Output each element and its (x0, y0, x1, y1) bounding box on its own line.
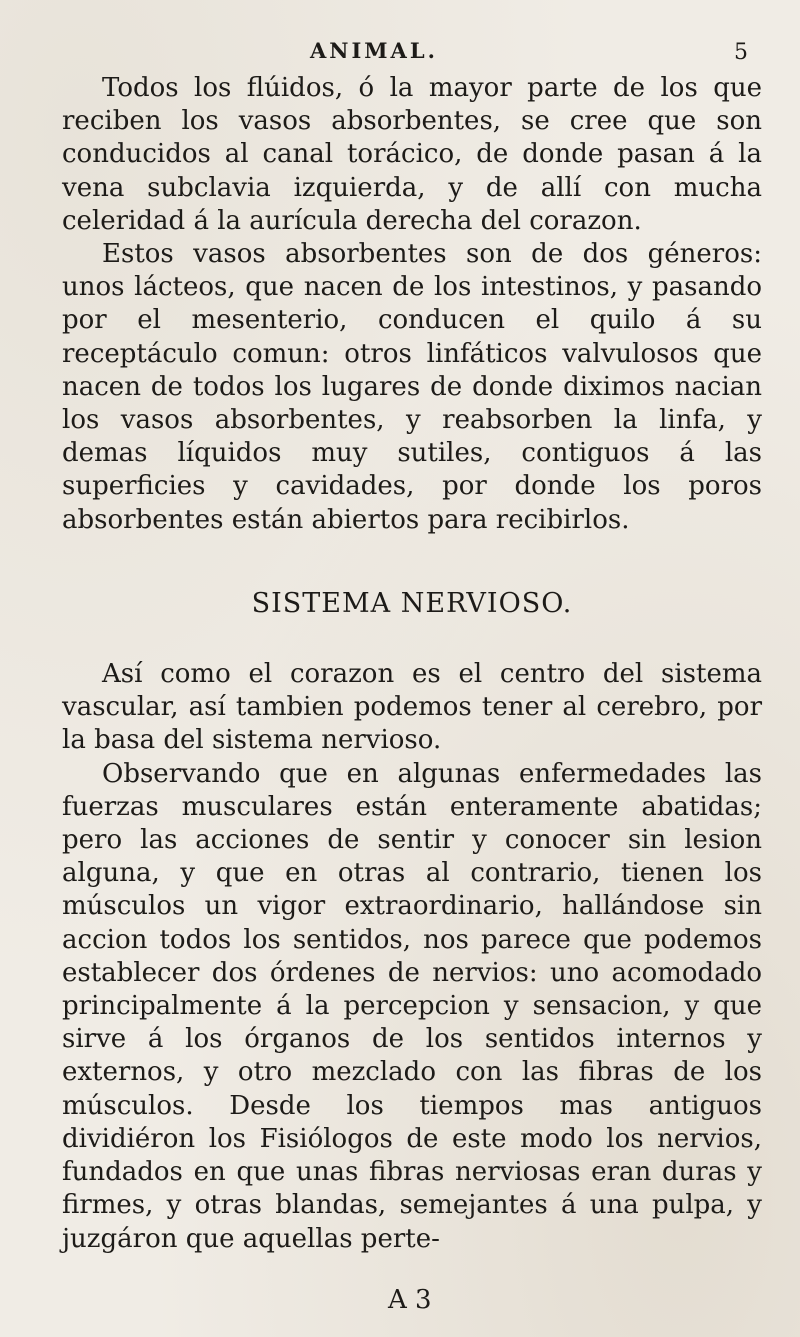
paragraph-absorbent-vessels: Estos vasos absorbentes son de dos géneros: unos lácteos, que nacen de los intestinos, y pasando por el mesenterio, conducen el quilo á su receptáculo comun: otros linfáticos valvulosos que nacen de todos los lugares de donde diximos nacian los vasos absorbentes, y reabsorben la linfa, y demas líquidos muy sutiles, contiguos á las superficies y cavidades, por donde los poros absorbentes están abiertos para recibirlos. (62, 239, 762, 535)
paragraph-nerve-orders: Observando que en algunas enfermedades las fuerzas musculares están enteramente abatidas; pero las acciones de sentir y conocer sin lesion alguna, y que en otras al contrario, tienen los músculos un vigor extraordinario, hallándose sin accion todos los sentidos, nos parece que podemos establecer dos órdenes de nervios: uno acomodado principalmente á la percepcion y sensacion, y que sirve á los órganos de los sentidos internos y externos, y otro mezclado con las fibras de los músculos. Desde los tiempos mas antiguos dividiéron los Fisiólogos de este modo los nervios, fundados en que unas fibras nerviosas eran duras y firmes, y otras blandas, semejantes á una pulpa, y juzgáron que aquellas perte- (62, 758, 762, 1254)
paragraph-fluids: Todos los flúidos, ó la mayor parte de los que reciben los vasos absorbentes, se cree que son conducidos al canal torácico, de donde pasan á la vena subclavia izquierda, y de allí con mucha celeridad á la aurícula derecha del corazon. (62, 73, 762, 236)
running-head (0, 38, 800, 68)
running-title: ANIMAL. (310, 38, 438, 63)
paragraph-heart-brain: Así como el corazon es el centro del sistema vascular, así tambien podemos tener al cerebro, por la basa del sistema nervioso. (62, 659, 762, 756)
section-heading: SISTEMA NERVIOSO. (251, 587, 573, 619)
signature-mark: A 3 (388, 1285, 432, 1315)
body-text (62, 72, 762, 1256)
page-number: 5 (734, 40, 748, 65)
